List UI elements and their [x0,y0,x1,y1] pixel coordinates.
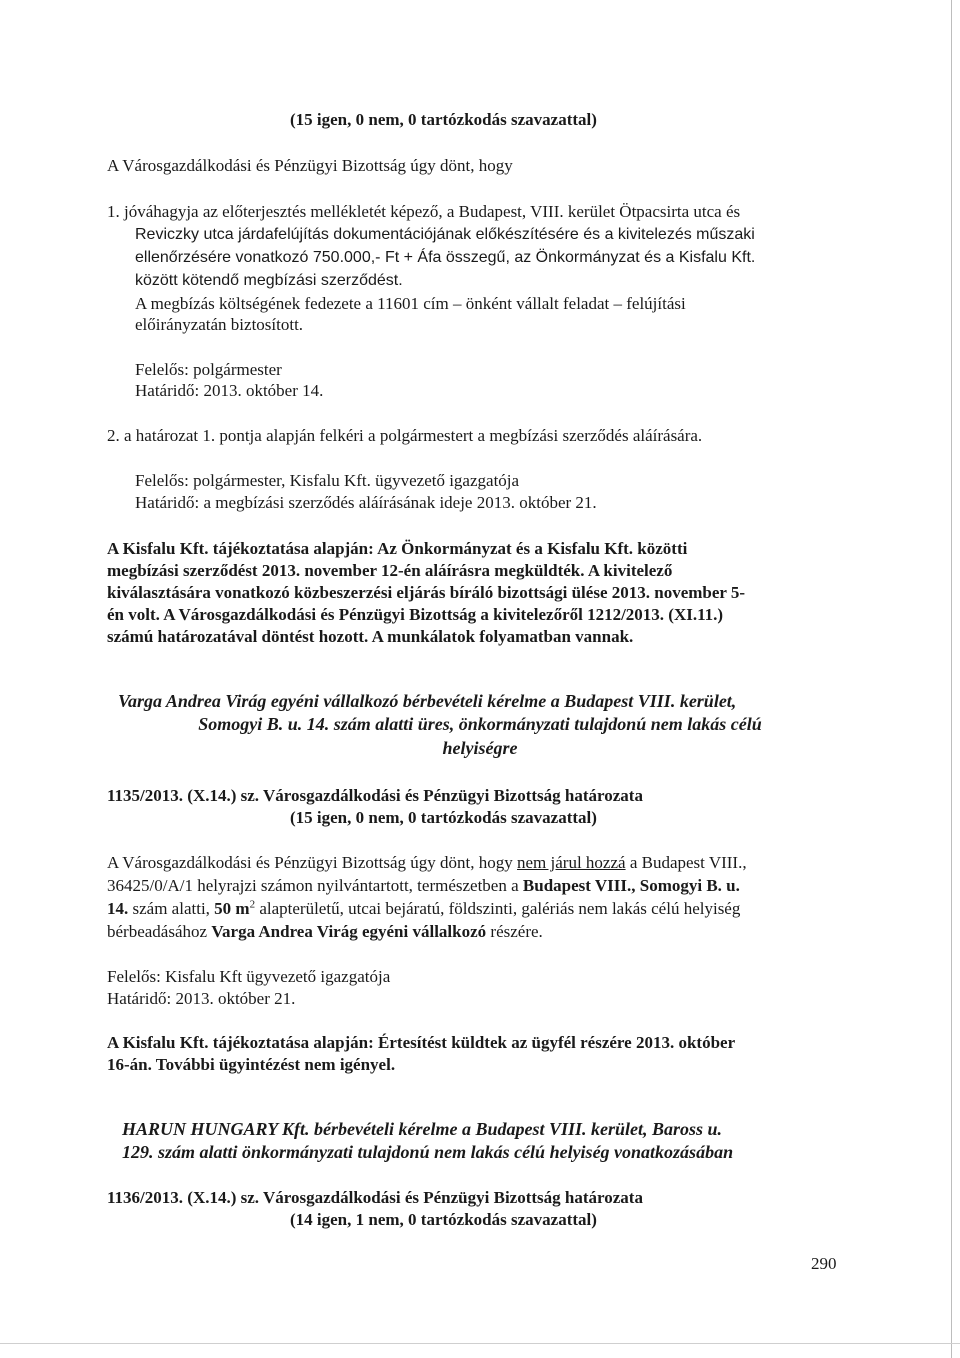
responsible-2: Felelős: polgármester, Kisfalu Kft. ügyvezető igazgatója [135,471,520,490]
section2-title-line-3: helyiségre [442,738,518,758]
item1-line-1: 1. jóváhagyja az előterjesztés mellékletét képező, a Budapest, VIII. kerület Ötpacsirta utca és [107,202,741,221]
info1-line-3: kiválasztására vonatkozó közbeszerzési eljárás bíráló bizottsági ülése 2013. november 5- [107,583,746,602]
item1-line-2: Reviczky utca járdafelújítás dokumentációjának előkészítésére és a kivitelezés műszaki [135,226,755,243]
vote-line-2: (15 igen, 0 nem, 0 tartózkodás szavazattal) [290,808,597,827]
decision-body-line-1: A Városgazdálkodási és Pénzügyi Bizottság úgy dönt, hogy nem járul hozzá a Budapest VIII., [107,853,747,872]
decision-body-line-2: 36425/0/A/1 helyrajzi számon nyilvántartott, természetben a Budapest VIII., Somogyi B. u. [107,876,740,895]
section3-title-line-2: 129. szám alatti önkormányzati tulajdonú nem lakás célú helyiség vonatkozásában [122,1142,734,1162]
scan-edge-right [951,0,952,1358]
deadline-3: Határidő: 2013. október 21. [107,989,296,1008]
decision-body-line-3: 14. szám alatti, 50 $m^2$ alapterületű, utcai bejáratú, földszinti, galériás nem lakás célú helyiség [107,898,741,918]
item2-line: 2. a határozat 1. pontja alapján felkéri a polgármestert a megbízási szerződés aláírására. [107,426,703,445]
resolution-1135: 1135/2013. (X.14.) sz. Városgazdálkodási és Pénzügyi Bizottság határozata [107,786,643,805]
info1-line-5: számú határozatával döntést hozott. A munkálatok folyamatban vannak. [107,627,634,646]
info1-line-1: A Kisfalu Kft. tájékoztatása alapján: Az Önkormányzat és a Kisfalu Kft. közötti [107,539,688,558]
info2-line-2: 16-án. További ügyintézést nem igényel. [107,1055,396,1074]
resolution-1136: 1136/2013. (X.14.) sz. Városgazdálkodási és Pénzügyi Bizottság határozata [107,1188,643,1207]
vote-line-3: (14 igen, 1 nem, 0 tartózkodás szavazattal) [290,1210,597,1229]
scan-edge-bottom [0,1343,960,1344]
deadline-1: Határidő: 2013. október 14. [135,381,324,400]
info1-line-4: én volt. A Városgazdálkodási és Pénzügyi Bizottság a kivitelezőről 1212/2013. (XI.11.) [107,605,724,624]
item1-line-3: ellenőrzésére vonatkozó 750.000,- Ft + Áfa összegű, az Önkormányzat és a Kisfalu Kft. [135,249,756,266]
not-consent-text: nem járul hozzá [517,853,626,872]
section3-title-line-1: HARUN HUNGARY Kft. bérbevételi kérelme a Budapest VIII. kerület, Baross u. [122,1119,723,1139]
item1-line-6: előirányzatán biztosított. [135,315,304,334]
page-number: 290 [811,1254,837,1273]
vote-line-1: (15 igen, 0 nem, 0 tartózkodás szavazattal) [290,110,597,129]
section2-title-line-1: Varga Andrea Virág egyéni vállalkozó bérbevételi kérelme a Budapest VIII. kerület, [118,691,737,711]
responsible-1: Felelős: polgármester [135,360,282,379]
responsible-3: Felelős: Kisfalu Kft ügyvezető igazgatója [107,967,391,986]
info1-line-2: megbízási szerződést 2013. november 12-én aláírásra megküldték. A kivitelező [107,561,673,580]
item1-line-5: A megbízás költségének fedezete a 11601 cím – önként vállalt feladat – felújítási [135,294,686,313]
item1-line-4: között kötendő megbízási szerződést. [135,272,403,289]
info2-line-1: A Kisfalu Kft. tájékoztatása alapján: Értesítést küldtek az ügyfél részére 2013. október [107,1033,736,1052]
decision-body-line-4: bérbeadásához Varga Andrea Virág egyéni vállalkozó részére. [107,922,543,941]
section2-title-line-2: Somogyi B. u. 14. szám alatti üres, önkormányzati tulajdonú nem lakás célú [198,714,762,734]
decision-intro-1: A Városgazdálkodási és Pénzügyi Bizottság úgy dönt, hogy [107,156,513,175]
deadline-2: Határidő: a megbízási szerződés aláírásának ideje 2013. október 21. [135,493,597,512]
